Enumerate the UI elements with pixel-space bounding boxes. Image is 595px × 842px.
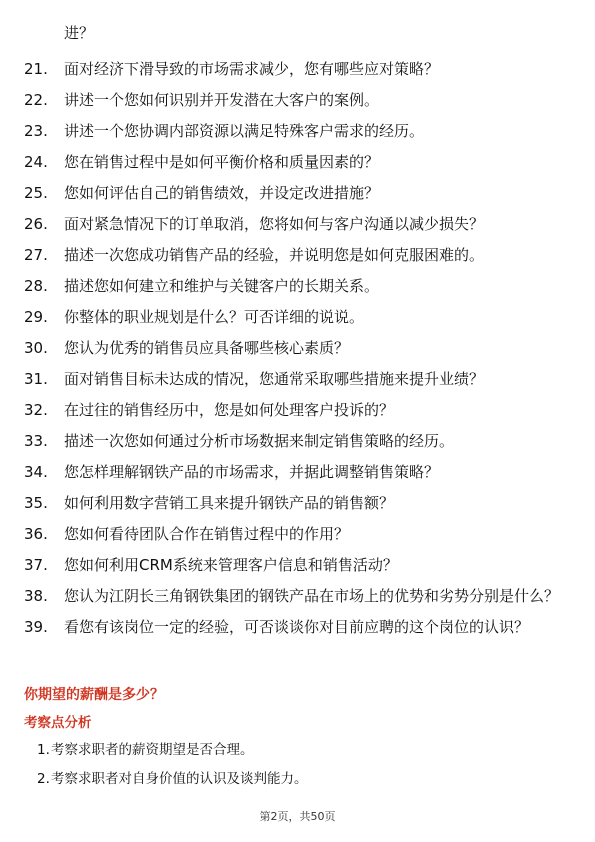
question-text: 讲述一个您协调内部资源以满足特殊客户需求的经历。 — [64, 122, 425, 140]
question-number: 39. — [24, 618, 48, 636]
question-text: 描述一次您成功销售产品的经验，并说明您是如何克服困难的。 — [64, 246, 485, 264]
question-number: 35. — [24, 494, 48, 512]
continued-question-text: 进？ — [64, 24, 95, 42]
analysis-number: 2. — [37, 771, 50, 787]
question-number: 23. — [24, 122, 48, 140]
question-text: 您怎样理解钢铁产品的市场需求，并据此调整销售策略？ — [64, 463, 440, 481]
question-item — [24, 399, 564, 421]
question-number: 29. — [24, 308, 48, 326]
question-text: 您在销售过程中是如何平衡价格和质量因素的？ — [64, 153, 380, 171]
question-item — [24, 306, 564, 328]
question-item — [24, 151, 564, 173]
question-item — [24, 244, 564, 266]
question-text: 描述一次您如何通过分析市场数据来制定销售策略的经历。 — [64, 432, 455, 450]
question-item — [24, 585, 564, 607]
question-number: 27. — [24, 246, 48, 264]
question-text: 看您有该岗位一定的经验，可否谈谈你对目前应聘的这个岗位的认识？ — [64, 618, 530, 636]
question-text: 如何利用数字营销工具来提升钢铁产品的销售额？ — [64, 494, 395, 512]
question-item — [24, 337, 564, 359]
question-item — [24, 89, 564, 111]
question-item — [24, 120, 564, 142]
question-number: 25. — [24, 184, 48, 202]
question-text: 在过往的销售经历中，您是如何处理客户投诉的？ — [64, 401, 395, 419]
question-text: 您如何利用CRM系统来管理客户信息和销售活动？ — [64, 556, 398, 574]
analysis-text: 考察求职者的薪资期望是否合理。 — [51, 742, 254, 758]
analysis-text: 考察求职者对自身价值的认识及谈判能力。 — [51, 771, 308, 787]
question-text: 描述您如何建立和维护与关键客户的长期关系。 — [64, 277, 380, 295]
question-text: 你整体的职业规划是什么？可否详细的说说。 — [64, 308, 365, 326]
question-item — [24, 275, 564, 297]
analysis-list — [37, 740, 557, 798]
question-text: 面对紧急情况下的订单取消，您将如何与客户沟通以减少损失？ — [64, 215, 485, 233]
question-number: 37. — [24, 556, 48, 574]
section-heading: 你期望的薪酬是多少？ — [24, 687, 164, 703]
question-number: 32. — [24, 401, 48, 419]
question-number: 38. — [24, 587, 48, 605]
question-number: 31. — [24, 370, 48, 388]
question-list — [24, 58, 564, 647]
question-number: 28. — [24, 277, 48, 295]
question-item — [24, 58, 564, 80]
question-text: 您认为江阴长三角钢铁集团的钢铁产品在市场上的优势和劣势分别是什么？ — [64, 587, 560, 605]
question-item — [24, 430, 564, 452]
question-number: 26. — [24, 215, 48, 233]
question-number: 33. — [24, 432, 48, 450]
analysis-item — [37, 740, 557, 760]
analysis-number: 1. — [37, 742, 50, 758]
question-item — [24, 461, 564, 483]
question-item — [24, 616, 564, 638]
question-item — [24, 213, 564, 235]
question-item — [24, 182, 564, 204]
question-number: 22. — [24, 91, 48, 109]
question-item — [24, 523, 564, 545]
question-text: 您如何评估自己的销售绩效，并设定改进措施？ — [64, 184, 380, 202]
question-number: 34. — [24, 463, 48, 481]
question-item — [24, 492, 564, 514]
question-item — [24, 554, 564, 576]
question-text: 面对销售目标未达成的情况，您通常采取哪些措施来提升业绩？ — [64, 370, 485, 388]
question-number: 24. — [24, 153, 48, 171]
analysis-item — [37, 769, 557, 789]
question-text: 您认为优秀的销售员应具备哪些核心素质？ — [64, 339, 350, 357]
question-text: 您如何看待团队合作在销售过程中的作用？ — [64, 525, 350, 543]
page-footer: 第2页，共50页 — [259, 810, 336, 823]
question-number: 30. — [24, 339, 48, 357]
question-text: 讲述一个您如何识别并开发潜在大客户的案例。 — [64, 91, 380, 109]
analysis-subheading: 考察点分析 — [24, 715, 92, 731]
question-number: 21. — [24, 60, 48, 78]
question-item — [24, 368, 564, 390]
question-text: 面对经济下滑导致的市场需求减少，您有哪些应对策略？ — [64, 60, 440, 78]
question-number: 36. — [24, 525, 48, 543]
